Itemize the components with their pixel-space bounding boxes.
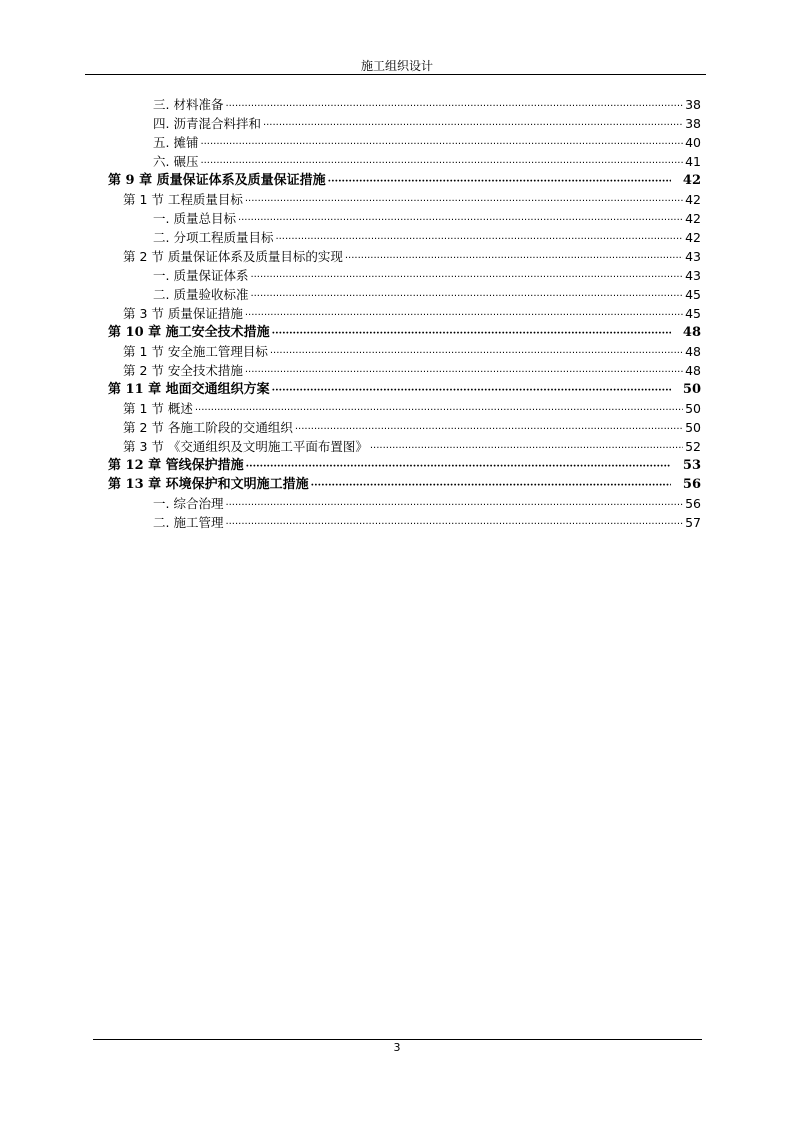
toc-entry-page: 53	[682, 458, 701, 473]
toc-entry-page: 45	[685, 287, 701, 302]
toc-dot-leader	[195, 401, 683, 418]
running-header-title: 施工组织设计	[360, 59, 433, 73]
toc-entry[interactable]	[108, 114, 701, 133]
toc-entry-page: 50	[682, 382, 701, 397]
toc-entry[interactable]	[108, 266, 701, 285]
toc-entry-label: 第 1 节 安全施工管理目标	[123, 344, 268, 359]
toc-entry[interactable]	[108, 304, 701, 323]
toc-dot-leader	[225, 97, 683, 114]
toc-entry-page: 42	[685, 230, 701, 245]
toc-entry-label: 第 13 章 环境保护和文明施工措施	[108, 477, 309, 492]
toc-entry-page: 42	[685, 211, 701, 226]
toc-entry[interactable]	[108, 323, 701, 342]
toc-dot-leader	[250, 287, 683, 304]
toc-dot-leader	[370, 439, 683, 456]
toc-entry-label: 第 2 节 安全技术措施	[123, 363, 243, 378]
toc-entry-page: 45	[685, 306, 701, 321]
toc-entry-label: 第 9 章 质量保证体系及质量保证措施	[108, 173, 326, 188]
toc-entry[interactable]	[108, 209, 701, 228]
toc-dot-leader	[246, 457, 671, 475]
toc-entry[interactable]	[108, 513, 701, 532]
toc-entry-label: 二. 质量验收标准	[153, 287, 249, 302]
toc-dot-leader	[263, 116, 683, 133]
toc-entry-label: 第 3 节 质量保证措施	[123, 306, 243, 321]
toc-entry-page: 56	[685, 496, 701, 511]
toc-entry-page: 50	[685, 401, 701, 416]
toc-dot-leader	[225, 515, 683, 532]
toc-entry-page: 48	[685, 344, 701, 359]
toc-entry-label: 第 1 节 工程质量目标	[123, 192, 243, 207]
toc-entry-label: 五. 摊铺	[153, 135, 199, 150]
toc-entry-label: 一. 质量总目标	[153, 211, 236, 226]
toc-entry-page: 41	[685, 154, 701, 169]
toc-entry[interactable]	[108, 133, 701, 152]
toc-entry-page: 42	[685, 192, 701, 207]
toc-entry[interactable]	[108, 456, 701, 475]
toc-entry[interactable]	[108, 95, 701, 114]
toc-entry[interactable]	[108, 285, 701, 304]
toc-dot-leader	[225, 496, 683, 513]
toc-entry-label: 六. 碾压	[153, 154, 199, 169]
toc-entry[interactable]	[108, 437, 701, 456]
toc-entry-label: 三. 材料准备	[153, 97, 224, 112]
toc-entry-page: 48	[685, 363, 701, 378]
toc-entry-page: 50	[685, 420, 701, 435]
toc-entry[interactable]	[108, 475, 701, 494]
toc-entry[interactable]	[108, 342, 701, 361]
toc-entry[interactable]	[108, 494, 701, 513]
toc-entry-label: 第 2 节 各施工阶段的交通组织	[123, 420, 293, 435]
toc-entry[interactable]	[108, 247, 701, 266]
toc-entry-page: 56	[682, 477, 701, 492]
toc-entry-label: 第 10 章 施工安全技术措施	[108, 325, 270, 340]
toc-dot-leader	[200, 135, 683, 152]
toc-entry-label: 第 11 章 地面交通组织方案	[108, 382, 270, 397]
footer-page-number: 3	[393, 1041, 401, 1054]
toc-entry[interactable]	[108, 190, 701, 209]
toc-dot-leader	[275, 230, 683, 247]
toc-entry-label: 第 1 节 概述	[123, 401, 193, 416]
footer-rule	[93, 1039, 702, 1040]
toc-entry[interactable]	[108, 399, 701, 418]
toc-entry-page: 48	[682, 325, 701, 340]
toc-dot-leader	[272, 381, 671, 399]
toc-entry-label: 一. 质量保证体系	[153, 268, 249, 283]
toc-entry[interactable]	[108, 228, 701, 247]
toc-entry-page: 38	[685, 116, 701, 131]
toc-entry-label: 二. 施工管理	[153, 515, 224, 530]
toc-entry-label: 一. 综合治理	[153, 496, 224, 511]
toc-entry-label: 第 3 节 《交通组织及文明施工平面布置图》	[123, 439, 368, 454]
toc-entry[interactable]	[108, 418, 701, 437]
toc-entry[interactable]	[108, 380, 701, 399]
toc-dot-leader	[245, 306, 683, 323]
toc-entry-page: 38	[685, 97, 701, 112]
toc-entry-label: 四. 沥青混合料拌和	[153, 116, 261, 131]
toc-entry-label: 二. 分项工程质量目标	[153, 230, 274, 245]
toc-dot-leader	[272, 324, 671, 342]
toc-entry[interactable]	[108, 361, 701, 380]
toc-dot-leader	[270, 344, 683, 361]
toc-dot-leader	[328, 172, 671, 190]
toc-dot-leader	[245, 192, 683, 209]
toc-dot-leader	[238, 211, 683, 228]
toc-dot-leader	[200, 154, 683, 171]
toc-dot-leader	[345, 249, 683, 266]
toc-dot-leader	[250, 268, 683, 285]
toc-entry-label: 第 12 章 管线保护措施	[108, 458, 244, 473]
toc-entry[interactable]	[108, 152, 701, 171]
toc-entry-page: 43	[685, 249, 701, 264]
table-of-contents	[108, 95, 701, 532]
toc-entry[interactable]	[108, 171, 701, 190]
toc-entry-page: 40	[685, 135, 701, 150]
toc-dot-leader	[295, 420, 683, 437]
toc-entry-page: 43	[685, 268, 701, 283]
toc-entry-page: 57	[685, 515, 701, 530]
header-rule	[85, 74, 706, 75]
toc-entry-label: 第 2 节 质量保证体系及质量目标的实现	[123, 249, 343, 264]
toc-entry-page: 52	[685, 439, 701, 454]
toc-dot-leader	[311, 476, 671, 494]
toc-dot-leader	[245, 363, 683, 380]
toc-entry-page: 42	[682, 173, 701, 188]
